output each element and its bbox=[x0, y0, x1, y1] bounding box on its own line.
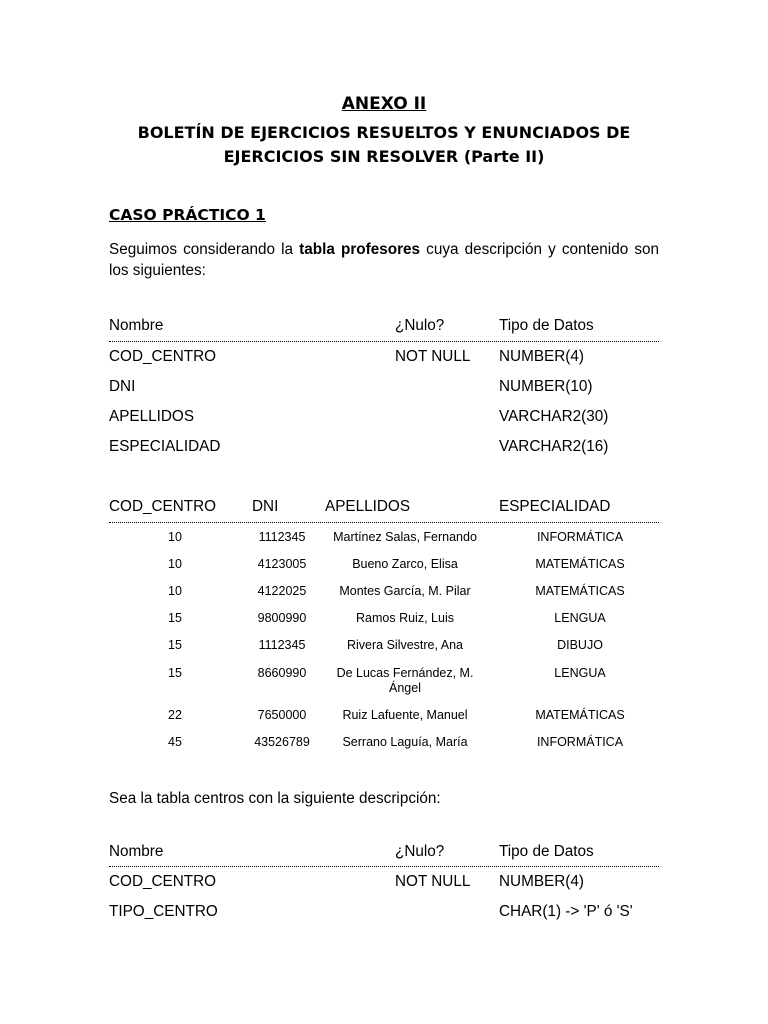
cell-especialidad: MATEMÁTICAS bbox=[535, 708, 625, 722]
cell-dni: 4123005 bbox=[257, 557, 307, 571]
header-divider bbox=[109, 866, 659, 867]
case-title: CASO PRÁCTICO 1 bbox=[109, 206, 266, 224]
cell-apellidos: De Lucas Fernández, M. bbox=[336, 666, 474, 680]
desc-row-type: NUMBER(4) bbox=[499, 873, 584, 890]
cell-apellidos: Bueno Zarco, Elisa bbox=[352, 557, 458, 571]
cell-apellidos: Ramos Ruiz, Luis bbox=[356, 611, 454, 625]
column-header-cod-centro: COD_CENTRO bbox=[109, 498, 217, 515]
column-header-dni: DNI bbox=[252, 498, 279, 515]
cell-cod: 10 bbox=[168, 530, 182, 544]
cell-apellidos: Serrano Laguía, María bbox=[342, 735, 468, 749]
cell-cod: 10 bbox=[168, 584, 182, 598]
desc-row-name: TIPO_CENTRO bbox=[109, 903, 218, 920]
cell-especialidad: MATEMÁTICAS bbox=[535, 557, 625, 571]
cell-cod: 22 bbox=[168, 708, 182, 722]
column-header-type: Tipo de Datos bbox=[499, 317, 594, 334]
intro-text-end: cuya descripción y contenido son los siguientes: bbox=[109, 241, 660, 279]
desc-row-name: COD_CENTRO bbox=[109, 873, 217, 890]
column-header-name: Nombre bbox=[109, 843, 164, 860]
cell-especialidad: DIBUJO bbox=[557, 638, 603, 652]
desc-row-null: NOT NULL bbox=[395, 873, 471, 890]
cell-especialidad: MATEMÁTICAS bbox=[535, 584, 625, 598]
desc-row-name: ESPECIALIDAD bbox=[109, 438, 221, 455]
desc-row-type: CHAR(1) -> 'P' ó 'S' bbox=[499, 903, 633, 920]
cell-cod: 15 bbox=[168, 666, 182, 680]
desc-row-type: VARCHAR2(16) bbox=[499, 438, 609, 455]
header-divider bbox=[109, 341, 659, 342]
desc-row-name: DNI bbox=[109, 378, 136, 395]
cell-dni: 9800990 bbox=[257, 611, 307, 625]
cell-cod: 15 bbox=[168, 638, 182, 652]
header-divider bbox=[109, 522, 659, 523]
desc-row-type: NUMBER(10) bbox=[499, 378, 593, 395]
cell-cod: 45 bbox=[168, 735, 182, 749]
cell-especialidad: LENGUA bbox=[554, 611, 606, 625]
intro-paragraph bbox=[109, 239, 659, 281]
column-header-null: ¿Nulo? bbox=[395, 843, 445, 860]
subtitle-line-2: EJERCICIOS SIN RESOLVER (Parte II) bbox=[223, 147, 545, 166]
cell-especialidad: INFORMÁTICA bbox=[536, 530, 624, 544]
cell-apellidos: Martínez Salas, Fernando bbox=[333, 530, 477, 544]
cell-apellidos: Montes García, M. Pilar bbox=[339, 584, 471, 598]
column-header-name: Nombre bbox=[109, 317, 164, 334]
cell-dni: 8660990 bbox=[257, 666, 307, 680]
intro-text-start: Seguimos considerando la bbox=[109, 241, 300, 258]
cell-especialidad: INFORMÁTICA bbox=[536, 735, 624, 749]
column-header-type: Tipo de Datos bbox=[499, 843, 594, 860]
column-header-apellidos: APELLIDOS bbox=[325, 498, 411, 515]
cell-dni: 43526789 bbox=[254, 735, 310, 749]
annex-title: ANEXO II bbox=[341, 94, 427, 114]
cell-dni: 1112345 bbox=[258, 530, 306, 544]
cell-apellidos: Ruiz Lafuente, Manuel bbox=[342, 708, 468, 722]
subtitle-line-1: BOLETÍN DE EJERCICIOS RESUELTOS Y ENUNCIADOS DE bbox=[137, 123, 631, 142]
cell-dni: 7650000 bbox=[257, 708, 307, 722]
column-header-especialidad: ESPECIALIDAD bbox=[499, 498, 611, 515]
cell-dni: 1112345 bbox=[258, 638, 306, 652]
desc-row-type: VARCHAR2(30) bbox=[499, 408, 609, 425]
intro-text-bold: tabla profesores bbox=[299, 241, 421, 258]
cell-especialidad: LENGUA bbox=[554, 666, 606, 680]
centros-intro: Sea la tabla centros con la siguiente descripción: bbox=[109, 790, 441, 807]
column-header-null: ¿Nulo? bbox=[395, 317, 445, 334]
cell-cod: 15 bbox=[168, 611, 182, 625]
cell-cod: 10 bbox=[168, 557, 182, 571]
cell-dni: 4122025 bbox=[257, 584, 307, 598]
desc-row-name: APELLIDOS bbox=[109, 408, 195, 425]
cell-apellidos-continued: Ángel bbox=[389, 681, 421, 695]
desc-row-name: COD_CENTRO bbox=[109, 348, 217, 365]
desc-row-null: NOT NULL bbox=[395, 348, 471, 365]
desc-row-type: NUMBER(4) bbox=[499, 348, 584, 365]
cell-apellidos: Rivera Silvestre, Ana bbox=[346, 638, 464, 652]
